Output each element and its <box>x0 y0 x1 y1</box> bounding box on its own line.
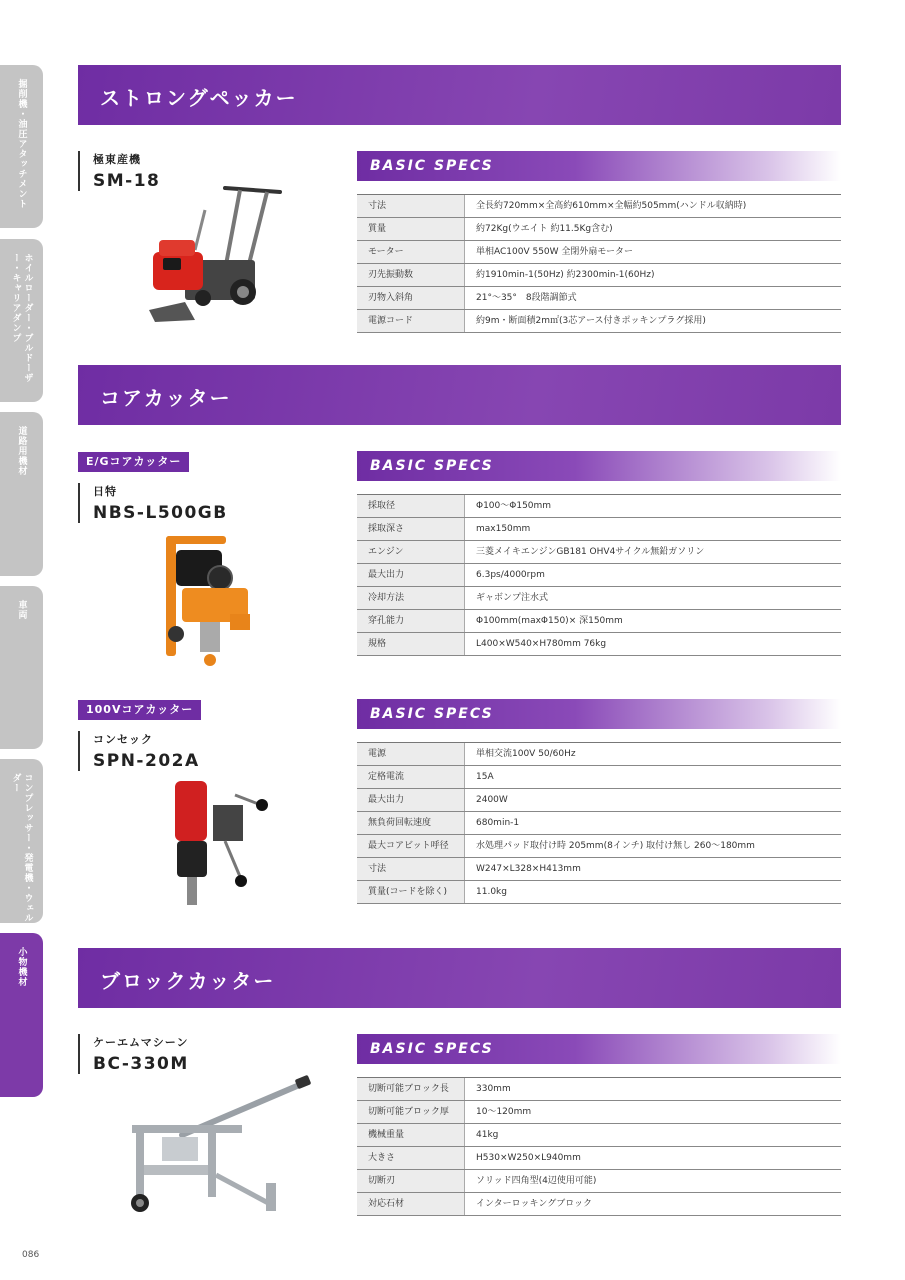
block-cutter-image <box>122 1075 312 1220</box>
spec-label: 大きさ <box>357 1147 465 1169</box>
spec-label: 無負荷回転速度 <box>357 812 465 834</box>
spec-value: 15A <box>476 772 494 782</box>
spec-label: 規格 <box>357 633 465 655</box>
basic-specs-heading <box>357 699 841 729</box>
spec-label: 冷却方法 <box>357 587 465 609</box>
category-badge: E/Gコアカッター <box>78 452 189 472</box>
spec-value: Φ100～Φ150mm <box>476 501 552 511</box>
spec-label: エンジン <box>357 541 465 563</box>
spec-heading-text: BASIC SPECS <box>370 458 494 474</box>
side-tab-small-tools[interactable] <box>0 933 43 1097</box>
spec-value: ギャボンプ注水式 <box>476 593 549 603</box>
spec-row <box>357 789 841 812</box>
section-title: ストロングペッカー <box>100 86 298 110</box>
spec-label: 切断刃 <box>357 1170 465 1192</box>
spec-row <box>357 1193 841 1216</box>
section-title: コアカッター <box>100 386 232 410</box>
product-header-bc-330m <box>78 1034 189 1074</box>
spec-value: 約1910min-1(50Hz) 約2300min-1(60Hz) <box>476 270 655 280</box>
spec-label: 切断可能ブロック厚 <box>357 1101 465 1123</box>
spec-row <box>357 633 841 656</box>
model-name: BC-330M <box>93 1054 189 1074</box>
maker-name: ケーエムマシーン <box>93 1036 189 1049</box>
spec-value: 単相交流100V 50/60Hz <box>476 749 576 759</box>
spec-label: 最大出力 <box>357 789 465 811</box>
spec-row <box>357 195 841 218</box>
side-tab-label: 小物機材 <box>16 947 27 987</box>
spec-label: 電源コード <box>357 310 465 332</box>
spec-row <box>357 1147 841 1170</box>
spec-heading-text: BASIC SPECS <box>370 706 494 722</box>
spec-label: 寸法 <box>357 195 465 217</box>
section-banner-core-cutter <box>78 365 841 425</box>
spec-label: 刃先振動数 <box>357 264 465 286</box>
spec-row <box>357 812 841 835</box>
spec-value: Φ100mm(maxΦ150)× 深150mm <box>476 616 623 626</box>
section-banner-block-cutter <box>78 948 841 1008</box>
spec-label: 最大出力 <box>357 564 465 586</box>
side-tab-vehicle[interactable] <box>0 586 43 749</box>
spec-row <box>357 1101 841 1124</box>
spec-value: 三菱メイキエンジンGB181 OHV4サイクル無鉛ガソリン <box>476 547 705 557</box>
spec-label: 質量 <box>357 218 465 240</box>
spec-label: 質量(コードを除く) <box>357 881 465 903</box>
spec-row <box>357 518 841 541</box>
spec-value: インターロッキングブロック <box>476 1199 593 1209</box>
spec-row <box>357 310 841 333</box>
spec-row <box>357 287 841 310</box>
spec-value: 330mm <box>476 1084 511 1094</box>
spec-label: 採取深さ <box>357 518 465 540</box>
spec-label: 採取径 <box>357 495 465 517</box>
spec-table-sm18 <box>357 194 841 333</box>
side-tab-label: 車両 <box>16 600 27 620</box>
product-header-nbs-l500gb <box>78 483 228 523</box>
spec-row <box>357 264 841 287</box>
maker-name: 日特 <box>93 485 117 498</box>
spec-value: 約9m・断面積2m㎡(3芯アース付きポッキンプラグ採用) <box>476 316 706 326</box>
spec-value: 10～120mm <box>476 1107 532 1117</box>
spec-row <box>357 610 841 633</box>
spec-label: 対応石材 <box>357 1193 465 1215</box>
model-name: NBS-L500GB <box>93 503 228 523</box>
product-header-spn-202a <box>78 731 200 771</box>
spec-value: L400×W540×H780mm 76kg <box>476 639 607 649</box>
spec-value: 41kg <box>476 1130 499 1140</box>
side-tab-road-equipment[interactable] <box>0 412 43 576</box>
spec-heading-text: BASIC SPECS <box>370 158 494 174</box>
spec-row <box>357 587 841 610</box>
section-banner-strong-pecker <box>78 65 841 125</box>
spec-value: 2400W <box>476 795 508 805</box>
spec-row <box>357 1170 841 1193</box>
spec-label: モーター <box>357 241 465 263</box>
model-name: SPN-202A <box>93 751 200 771</box>
side-tab-label: 道路用機材 <box>16 426 27 476</box>
eg-core-cutter-image <box>160 528 260 668</box>
spec-row <box>357 1124 841 1147</box>
spec-value: max150mm <box>476 524 531 534</box>
spec-value: 680min-1 <box>476 818 520 828</box>
category-badge: 100Vコアカッター <box>78 700 201 720</box>
basic-specs-heading <box>357 151 841 181</box>
side-tab-excavator[interactable] <box>0 65 43 228</box>
spec-heading-text: BASIC SPECS <box>370 1041 494 1057</box>
spec-row <box>357 218 841 241</box>
spec-row <box>357 766 841 789</box>
spec-value: 水処理パッド取付け時 205mm(8インチ) 取付け無し 260～180mm <box>476 841 755 851</box>
spec-label: 機械重量 <box>357 1124 465 1146</box>
spec-value: 21°～35° 8段階調節式 <box>476 293 577 303</box>
basic-specs-heading <box>357 1034 841 1064</box>
spec-row <box>357 541 841 564</box>
spec-value: ソリッド四角型(4辺使用可能) <box>476 1176 597 1186</box>
spec-value: 11.0kg <box>476 887 507 897</box>
page-number: 086 <box>22 1250 40 1260</box>
side-tab-label: 掘削機・油圧アタッチメント <box>16 79 27 209</box>
spec-row <box>357 1078 841 1101</box>
spec-value: H530×W250×L940mm <box>476 1153 581 1163</box>
spec-label: 穿孔能力 <box>357 610 465 632</box>
spec-label: 寸法 <box>357 858 465 880</box>
spec-value: 約72Kg(ウエイト 約11.5Kg含む) <box>476 224 613 234</box>
side-tab-label: ホイルローダー・ブルドーザー・キャリアダンプ <box>10 253 33 383</box>
spec-label: 切断可能ブロック長 <box>357 1078 465 1100</box>
spec-row <box>357 743 841 766</box>
spec-row <box>357 881 841 904</box>
spec-label: 電源 <box>357 743 465 765</box>
100v-core-cutter-image <box>165 775 270 910</box>
maker-name: コンセック <box>93 733 153 746</box>
spec-label: 最大コアビット呼径 <box>357 835 465 857</box>
spec-table-spn-202a <box>357 742 841 904</box>
spec-value: 全長約720mm×全高約610mm×全幅約505mm(ハンドル収納時) <box>476 201 747 211</box>
spec-row <box>357 858 841 881</box>
spec-label: 定格電流 <box>357 766 465 788</box>
spec-value: W247×L328×H413mm <box>476 864 581 874</box>
side-tab-label: コンプレッサー・発電機・ウェルダー <box>10 773 33 923</box>
spec-label: 刃物入斜角 <box>357 287 465 309</box>
maker-name: 極東産機 <box>93 153 141 166</box>
strong-pecker-image <box>145 180 290 325</box>
side-tab-compressor[interactable] <box>0 759 43 923</box>
side-tab-loader[interactable] <box>0 239 43 402</box>
model-name: SM-18 <box>93 171 161 191</box>
basic-specs-heading <box>357 451 841 481</box>
spec-table-nbs-l500gb <box>357 494 841 656</box>
spec-row <box>357 495 841 518</box>
spec-value: 単相AC100V 550W 全閉外扇モーター <box>476 247 634 257</box>
spec-row <box>357 241 841 264</box>
spec-row <box>357 564 841 587</box>
spec-value: 6.3ps/4000rpm <box>476 570 545 580</box>
spec-table-bc-330m <box>357 1077 841 1216</box>
spec-row <box>357 835 841 858</box>
section-title: ブロックカッター <box>100 969 276 993</box>
